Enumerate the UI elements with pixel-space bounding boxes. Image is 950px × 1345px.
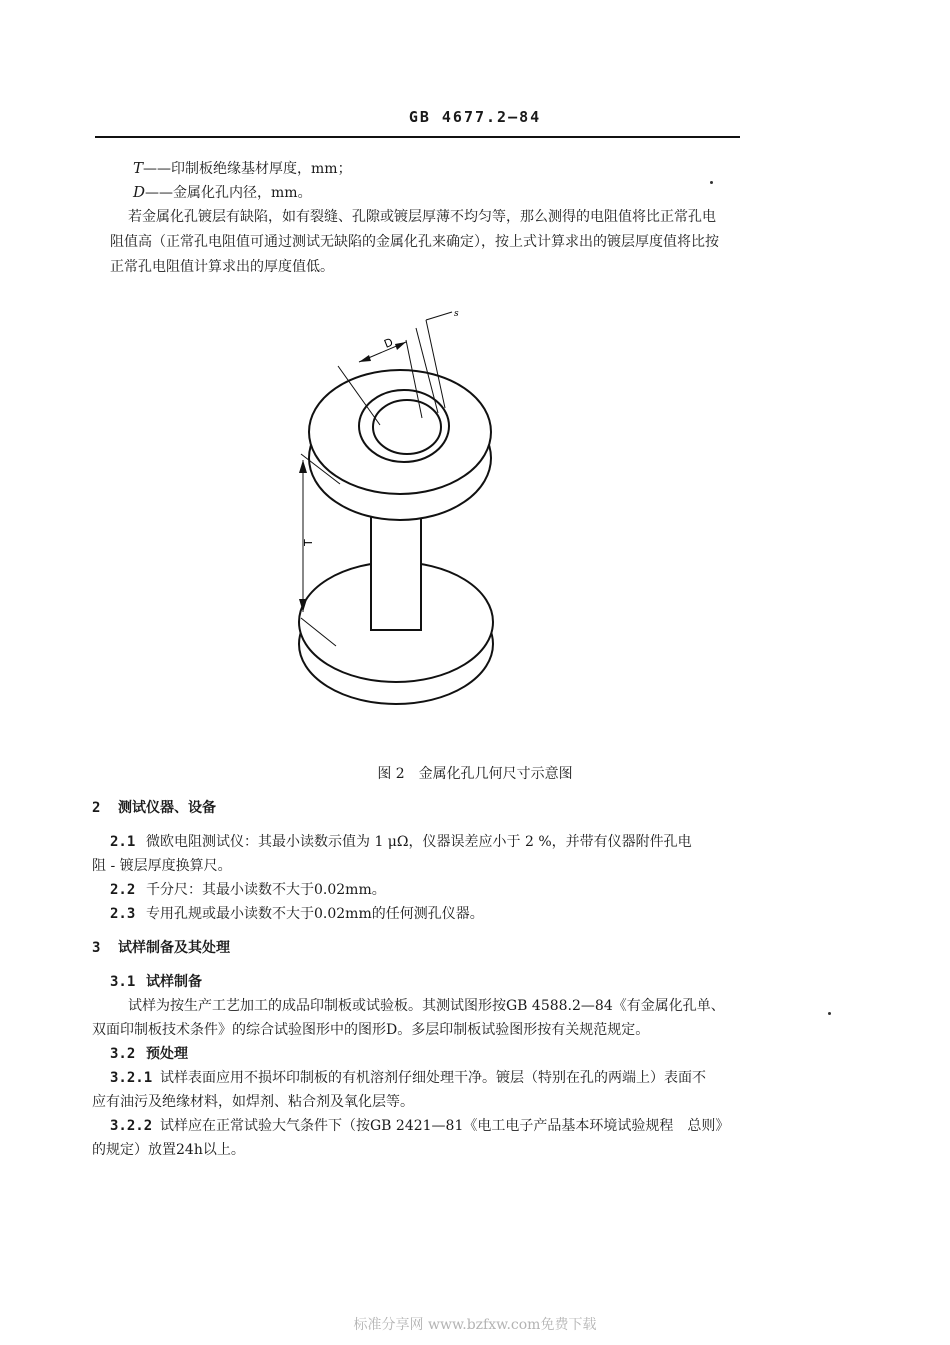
section-2-title: 测试仪器、设备	[118, 800, 216, 816]
d-arrow-right	[395, 342, 406, 350]
section-3-1-number: 3.1	[110, 974, 136, 990]
hole-inner-rim	[373, 400, 441, 454]
section-2-number: 2	[92, 800, 101, 816]
item-3-2-2	[110, 1116, 729, 1136]
d-label: D	[382, 335, 395, 351]
d-arrow-left	[359, 355, 371, 362]
para-defect-line2: 阻值高（正常孔电阻值可通过测试无缺陷的金属化孔来确定），按上式计算求出的镀层厚度值将比按	[110, 234, 719, 250]
s-leader	[426, 312, 452, 320]
item-2-3-text: 专用孔规或最小读数不大于0.02mm的任何测孔仪器。	[146, 906, 484, 922]
standard-number: GB 4677.2—84	[408, 108, 542, 126]
header-rule	[95, 136, 740, 138]
def-d	[133, 182, 312, 203]
scan-speck	[710, 181, 713, 184]
item-2-3-number: 2.3	[110, 906, 136, 922]
figure-caption: 图 2 金属化孔几何尺寸示意图	[377, 766, 573, 782]
section-2-heading	[92, 798, 216, 818]
section-3-2-number: 3.2	[110, 1046, 136, 1062]
s-label: s	[454, 309, 459, 319]
item-3-2-1-number: 3.2.1	[110, 1070, 153, 1086]
para-defect-line3: 正常孔电阻值计算求出的厚度值低。	[110, 259, 334, 275]
def-t-symbol: T	[133, 159, 144, 177]
item-2-3	[110, 904, 484, 924]
section-3-number: 3	[92, 940, 101, 956]
item-2-2-number: 2.2	[110, 882, 136, 898]
item-2-1-number: 2.1	[110, 834, 136, 850]
section-3-1-line1: 试样为按生产工艺加工的成品印制板或试验板。其测试图形按GB 4588.2—84《有金属化孔单、	[128, 998, 725, 1014]
section-3-1-line2: 双面印制板技术条件》的综合试验图形中的图形D。多层印制板试验图形按有关规范规定。	[92, 1022, 650, 1038]
def-t-text: ——印制板绝缘基材厚度，mm；	[143, 161, 352, 177]
section-3-1-heading	[110, 972, 202, 992]
t-label: T	[302, 539, 315, 546]
section-3-title: 试样制备及其处理	[118, 940, 230, 956]
item-2-2-text: 千分尺：其最小读数不大于0.02mm。	[146, 882, 386, 898]
hole-geometry-figure	[270, 300, 530, 720]
def-t	[133, 158, 352, 179]
section-3-2-title: 预处理	[146, 1046, 188, 1062]
para-defect-line1: 若金属化孔镀层有缺陷，如有裂缝、孔隙或镀层厚薄不均匀等，那么测得的电阻值将比正常孔电	[128, 209, 716, 225]
item-3-2-2-text: 试样应在正常试验大气条件下（按GB 2421—81《电工电子产品基本环境试验规程 总则》	[160, 1118, 730, 1134]
section-3-heading	[92, 938, 230, 958]
scan-speck	[828, 1012, 831, 1015]
item-2-1-text: 微欧电阻测试仪：其最小读数示值为 1 μΩ，仪器误差应小于 2 %，并带有仪器附件孔电	[146, 834, 692, 850]
section-3-2-heading	[110, 1044, 188, 1064]
def-d-symbol: D	[133, 183, 146, 201]
item-3-2-2-cont: 的规定）放置24h以上。	[92, 1142, 245, 1158]
item-2-2	[110, 880, 386, 900]
item-3-2-1-cont: 应有油污及绝缘材料，如焊剂、粘合剂及氧化层等。	[92, 1094, 414, 1110]
item-3-2-2-number: 3.2.2	[110, 1118, 153, 1134]
item-3-2-1-text: 试样表面应用不损坏印制板的有机溶剂仔细处理干净。镀层（特别在孔的两端上）表面不	[160, 1070, 706, 1086]
def-d-text: ——金属化孔内径，mm。	[145, 185, 312, 201]
t-arrow-top	[299, 460, 307, 473]
item-2-1-cont: 阻 - 镀层厚度换算尺。	[92, 858, 232, 874]
item-3-2-1	[110, 1068, 706, 1088]
watermark: 标准分享网 www.bzfxw.com免费下载	[353, 1317, 597, 1333]
item-2-1	[110, 832, 692, 852]
section-3-1-title: 试样制备	[146, 974, 202, 990]
